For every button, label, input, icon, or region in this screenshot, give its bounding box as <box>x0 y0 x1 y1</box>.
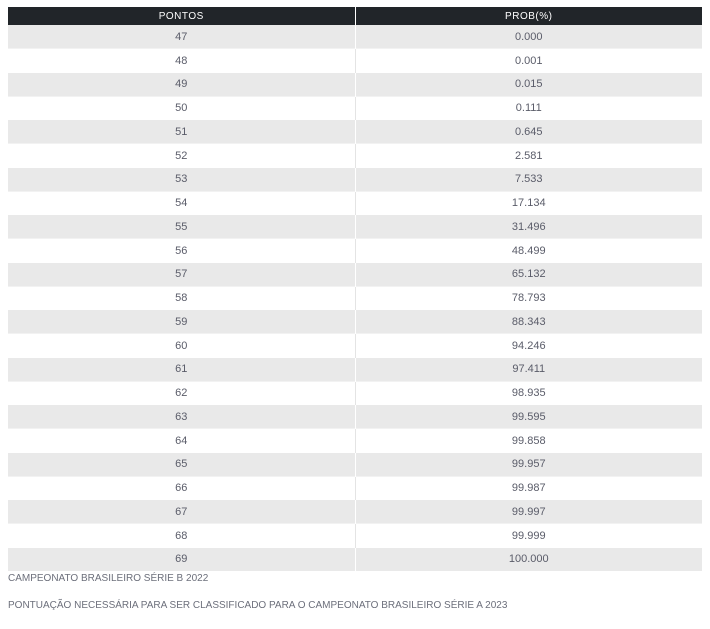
cell-prob: 0.645 <box>355 120 702 144</box>
table-row <box>8 381 702 405</box>
cell-prob: 0.001 <box>355 49 702 73</box>
cell-pontos: 63 <box>8 405 355 429</box>
cell-pontos: 57 <box>8 263 355 287</box>
table-row <box>8 263 702 287</box>
header-row <box>8 7 702 25</box>
table-row <box>8 453 702 477</box>
column-header-pontos: PONTOS <box>8 7 355 25</box>
cell-prob: 2.581 <box>355 144 702 168</box>
cell-prob: 94.246 <box>355 334 702 358</box>
cell-pontos: 50 <box>8 96 355 120</box>
cell-pontos: 67 <box>8 500 355 524</box>
cell-pontos: 64 <box>8 429 355 453</box>
table-row <box>8 215 702 239</box>
table-row <box>8 191 702 215</box>
cell-prob: 99.987 <box>355 476 702 500</box>
cell-pontos: 65 <box>8 453 355 477</box>
cell-prob: 99.997 <box>355 500 702 524</box>
cell-prob: 48.499 <box>355 239 702 263</box>
cell-prob: 98.935 <box>355 381 702 405</box>
table-row <box>8 49 702 73</box>
table-row <box>8 96 702 120</box>
cell-pontos: 59 <box>8 310 355 334</box>
cell-pontos: 54 <box>8 191 355 215</box>
table-row <box>8 429 702 453</box>
cell-prob: 65.132 <box>355 263 702 287</box>
table-row <box>8 73 702 97</box>
probability-table-container <box>8 7 702 571</box>
cell-pontos: 47 <box>8 25 355 49</box>
table-row <box>8 144 702 168</box>
cell-pontos: 56 <box>8 239 355 263</box>
table-body <box>8 25 702 571</box>
table-row <box>8 120 702 144</box>
cell-prob: 100.000 <box>355 548 702 571</box>
cell-pontos: 62 <box>8 381 355 405</box>
probability-table <box>8 7 702 571</box>
cell-prob: 17.134 <box>355 191 702 215</box>
table-row <box>8 500 702 524</box>
table-row <box>8 310 702 334</box>
table-row <box>8 548 702 571</box>
cell-prob: 78.793 <box>355 286 702 310</box>
cell-prob: 88.343 <box>355 310 702 334</box>
cell-pontos: 60 <box>8 334 355 358</box>
table-row <box>8 239 702 263</box>
cell-prob: 99.595 <box>355 405 702 429</box>
table-row <box>8 168 702 192</box>
caption-competition: CAMPEONATO BRASILEIRO SÉRIE B 2022 <box>8 573 209 584</box>
caption-description: PONTUAÇÃO NECESSÁRIA PARA SER CLASSIFICADO PARA O CAMPEONATO BRASILEIRO SÉRIE A 2023 <box>8 600 508 611</box>
cell-prob: 0.000 <box>355 25 702 49</box>
cell-prob: 0.111 <box>355 96 702 120</box>
table-row <box>8 25 702 49</box>
cell-prob: 99.858 <box>355 429 702 453</box>
cell-pontos: 68 <box>8 524 355 548</box>
table-header <box>8 7 702 25</box>
cell-pontos: 52 <box>8 144 355 168</box>
cell-prob: 7.533 <box>355 168 702 192</box>
table-row <box>8 405 702 429</box>
table-row <box>8 334 702 358</box>
cell-prob: 99.957 <box>355 453 702 477</box>
cell-pontos: 49 <box>8 73 355 97</box>
cell-pontos: 58 <box>8 286 355 310</box>
cell-pontos: 48 <box>8 49 355 73</box>
cell-prob: 31.496 <box>355 215 702 239</box>
cell-pontos: 61 <box>8 358 355 382</box>
cell-pontos: 55 <box>8 215 355 239</box>
table-row <box>8 286 702 310</box>
cell-prob: 97.411 <box>355 358 702 382</box>
cell-pontos: 69 <box>8 548 355 571</box>
column-header-prob: PROB(%) <box>355 7 702 25</box>
table-row <box>8 358 702 382</box>
cell-pontos: 66 <box>8 476 355 500</box>
cell-prob: 0.015 <box>355 73 702 97</box>
table-row <box>8 524 702 548</box>
cell-prob: 99.999 <box>355 524 702 548</box>
table-row <box>8 476 702 500</box>
cell-pontos: 51 <box>8 120 355 144</box>
cell-pontos: 53 <box>8 168 355 192</box>
